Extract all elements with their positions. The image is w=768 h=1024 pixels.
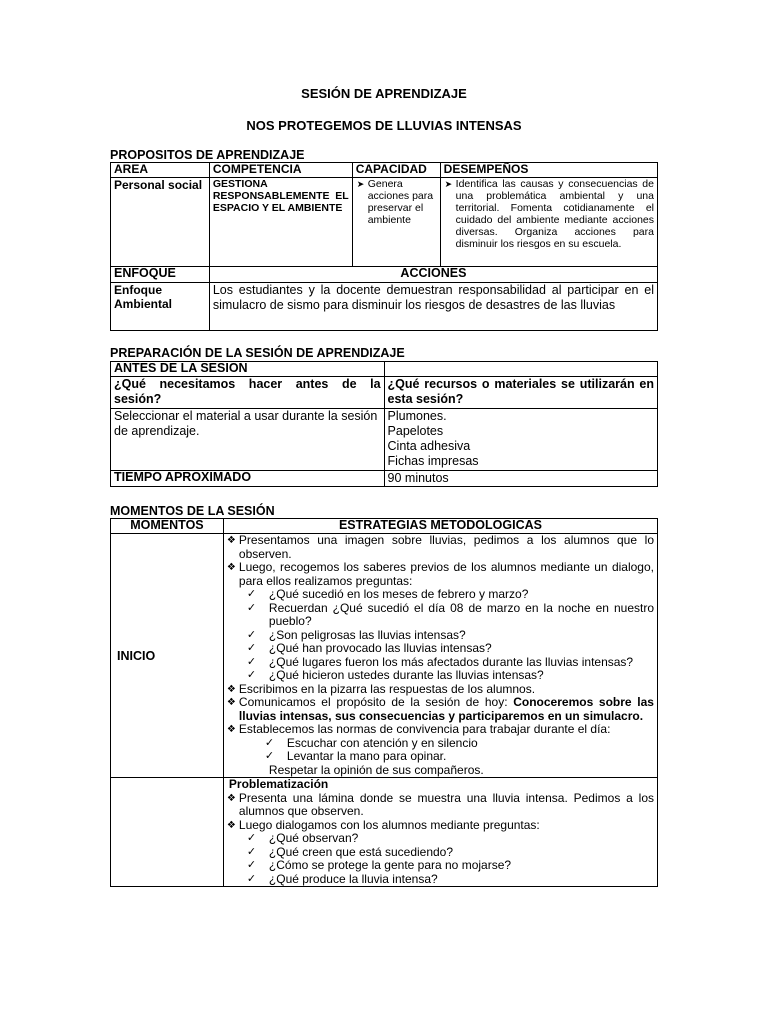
competencia-cell: GESTIONA RESPONSABLEMENTE EL ESPACIO Y EL AMBIENTE [209,178,352,267]
strategy-item: ❖ Luego, recogemos los saberes previos de los alumnos mediante un dialogo, para ellos realizamos preguntas: [227,561,654,588]
question-item: ✓ ¿Qué hicieron ustedes durante las lluvias intensas? [227,669,654,683]
question-item: ✓ ¿Qué han provocado las lluvias intensas? [227,642,654,656]
propositos-heading: PROPOSITOS DE APRENDIZAJE [110,148,305,162]
antes-header: ANTES DE LA SESION [111,362,385,377]
norm-item: Respetar la opinión de sus compañeros. [268,762,484,777]
acciones-cell: Los estudiantes y la docente demuestran responsabilidad al participar en el simulacro de sismo para disminuir los riesgos de desastres de las lluvias [209,283,657,331]
problematizacion-title: Problematización [228,777,329,791]
desarrollo-label [111,778,224,887]
strategy-item: ❖ Escribimos en la pizarra las respuestas de los alumnos. [227,683,654,697]
question-item: ✓ ¿Qué sucedió en los meses de febrero y marzo? [227,588,654,602]
desempeno-cell [440,178,657,267]
strategy-item: ❖ Establecemos las normas de convivencia para trabajar durante el día: [227,723,654,737]
material-item: Cinta adhesiva [387,439,471,453]
strategy-item-proposito [227,696,654,723]
question-item: ✓ ¿Qué produce la lluvia intensa? [227,873,654,887]
col-momentos: MOMENTOS [111,519,224,534]
momentos-heading: MOMENTOS DE LA SESIÓN [110,504,275,518]
col-desempenos: DESEMPEÑOS [440,163,657,178]
tiempo-label: TIEMPO APROXIMADO [111,471,385,487]
material-item: Fichas impresas [387,454,479,468]
question-item: ✓ ¿Cómo se protege la gente para no mojarse? [227,859,654,873]
preparacion-heading: PREPARACIÓN DE LA SESIÓN DE APRENDIZAJE [110,346,405,360]
col-acciones: ACCIONES [209,267,657,283]
propositos-table [110,162,658,331]
desarrollo-strategies [223,778,657,887]
momentos-table [110,518,658,887]
enfoque-cell: Enfoque Ambiental [111,283,210,331]
col-estrategias: ESTRATEGIAS METODOLOGICAS [223,519,657,534]
material-item: Papelotes [387,424,444,438]
capacidad-item: ➤ Genera acciones para preservar el ambiente [368,178,437,226]
question-item: ✓ Recuerdan ¿Qué sucedió el día 08 de marzo en la noche en nuestro pueblo? [227,602,654,629]
question-hacer: ¿Qué necesitamos hacer antes de la sesión? [111,377,385,409]
strategy-item: ❖ Presentamos una imagen sobre lluvias, pedimos a los alumnos que lo observen. [227,534,654,561]
col-area: AREA [111,163,210,178]
proposito-intro: Comunicamos el propósito de la sesión de hoy: [238,695,514,709]
norm-item: ✓ Escuchar con atención y en silencio [227,737,654,751]
question-item: ✓ ¿Qué lugares fueron los más afectados durante las lluvias intensas? [227,656,654,670]
question-recursos: ¿Qué recursos o materiales se utilizarán en esta sesión? [384,377,657,409]
proposito-text: Conoceremos sobre las lluvias intensas, sus consecuencias y participaremos en un simulacro. [238,695,654,723]
material-item: Plumones. [387,409,447,423]
inicio-strategies [223,534,657,778]
tiempo-value: 90 minutos [384,471,657,487]
document-subtitle: NOS PROTEGEMOS DE LLUVIAS INTENSAS [246,118,522,133]
strategy-item: ❖ Luego dialogamos con los alumnos mediante preguntas: [227,819,654,833]
desempeno-item: ➤ Identifica las causas y consecuencias de una problemática ambiental y una territorial. Fomenta cotidianamente el cuidado del ambiente mediante acciones diversas. Organiza acciones para disminuir los riesgos en su escuela. [456,178,654,250]
capacidad-cell [352,178,440,267]
materials-list [384,409,657,471]
answer-hacer: Seleccionar el material a usar durante la sesión de aprendizaje. [111,409,385,471]
col-competencia: COMPETENCIA [209,163,352,178]
norm-item: ✓ Levantar la mano para opinar. [227,750,654,764]
area-cell: Personal social [111,178,210,267]
strategy-item: ❖ Presenta una lámina donde se muestra una lluvia intensa. Pedimos a los alumnos que observen. [227,792,654,819]
inicio-label: INICIO [111,534,224,778]
col-capacidad: CAPACIDAD [352,163,440,178]
question-item: ✓ ¿Qué creen que está sucediendo? [227,846,654,860]
preparacion-table [110,361,658,487]
question-item: ✓ ¿Son peligrosas las lluvias intensas? [227,629,654,643]
document-title: SESIÓN DE APRENDIZAJE [301,86,467,101]
question-item: ✓ ¿Qué observan? [227,832,654,846]
col-enfoque: ENFOQUE [111,267,210,283]
